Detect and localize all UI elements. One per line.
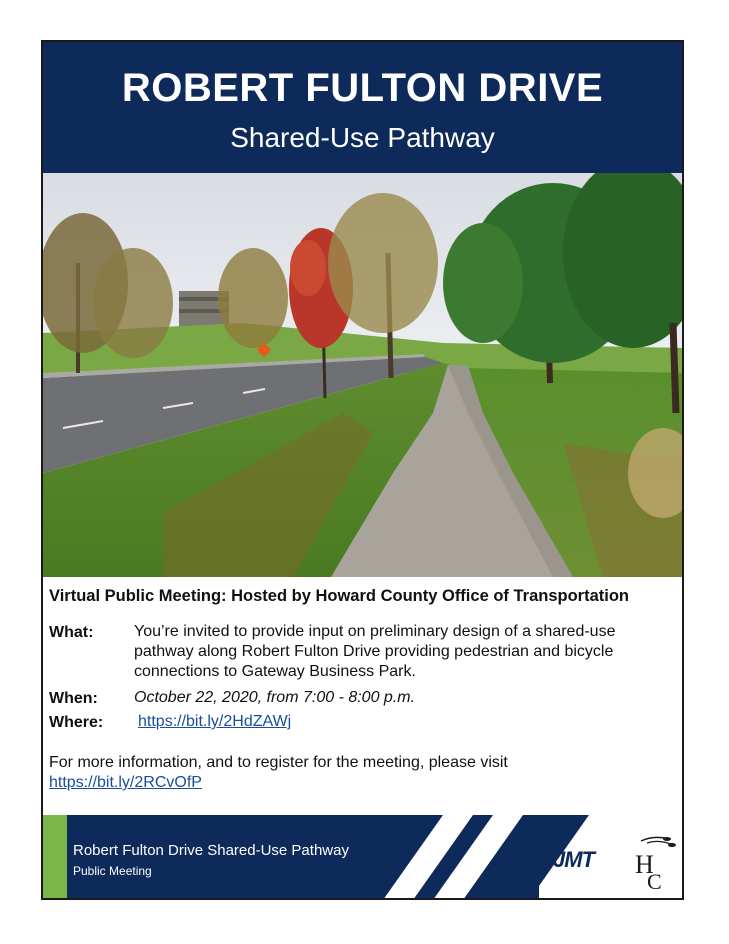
logo-panel [539, 815, 682, 900]
meeting-heading: Virtual Public Meeting: Hosted by Howard County Office of Transportation [49, 587, 629, 605]
header-banner [43, 42, 682, 173]
when-time: , from 7:00 - 8:00 p.m. [257, 689, 416, 706]
howard-county-logo [629, 833, 679, 898]
flyer [41, 40, 684, 900]
meeting-info [43, 577, 682, 815]
jmt-logo: JMT [553, 847, 594, 872]
what-line-3: connections to Gateway Business Park. [134, 663, 416, 680]
where-link[interactable]: https://bit.ly/2HdZAWj [138, 713, 292, 730]
when-date: October 22, 2020 [134, 689, 258, 706]
what-line-2: pathway along Robert Fulton Drive providing pedestrian and bicycle [134, 643, 614, 660]
what-value [134, 622, 674, 682]
wheat-icon [629, 833, 679, 893]
when-label: When: [49, 690, 98, 707]
where-value [138, 712, 678, 732]
where-label: Where: [49, 714, 104, 731]
page-subtitle: Shared-Use Pathway [230, 122, 495, 153]
pathway-photo [43, 173, 682, 577]
page-title: ROBERT FULTON DRIVE [121, 66, 604, 110]
what-line-1: You’re invited to provide input on preliminary design of a shared-use [134, 623, 616, 640]
pathway-photo-illustration [43, 173, 684, 577]
footer-title: Robert Fulton Drive Shared-Use Pathway [73, 842, 349, 859]
more-info [49, 753, 589, 793]
hc-letter-h: H [635, 850, 654, 879]
more-info-text: For more information, and to register for the meeting, please visit [49, 754, 508, 771]
when-value [134, 688, 674, 708]
hc-letter-c: C [647, 869, 662, 893]
register-link[interactable]: https://bit.ly/2RCvOfP [49, 774, 202, 791]
what-label: What: [49, 624, 94, 641]
footer-banner [43, 815, 682, 900]
footer-subtitle: Public Meeting [73, 864, 152, 878]
